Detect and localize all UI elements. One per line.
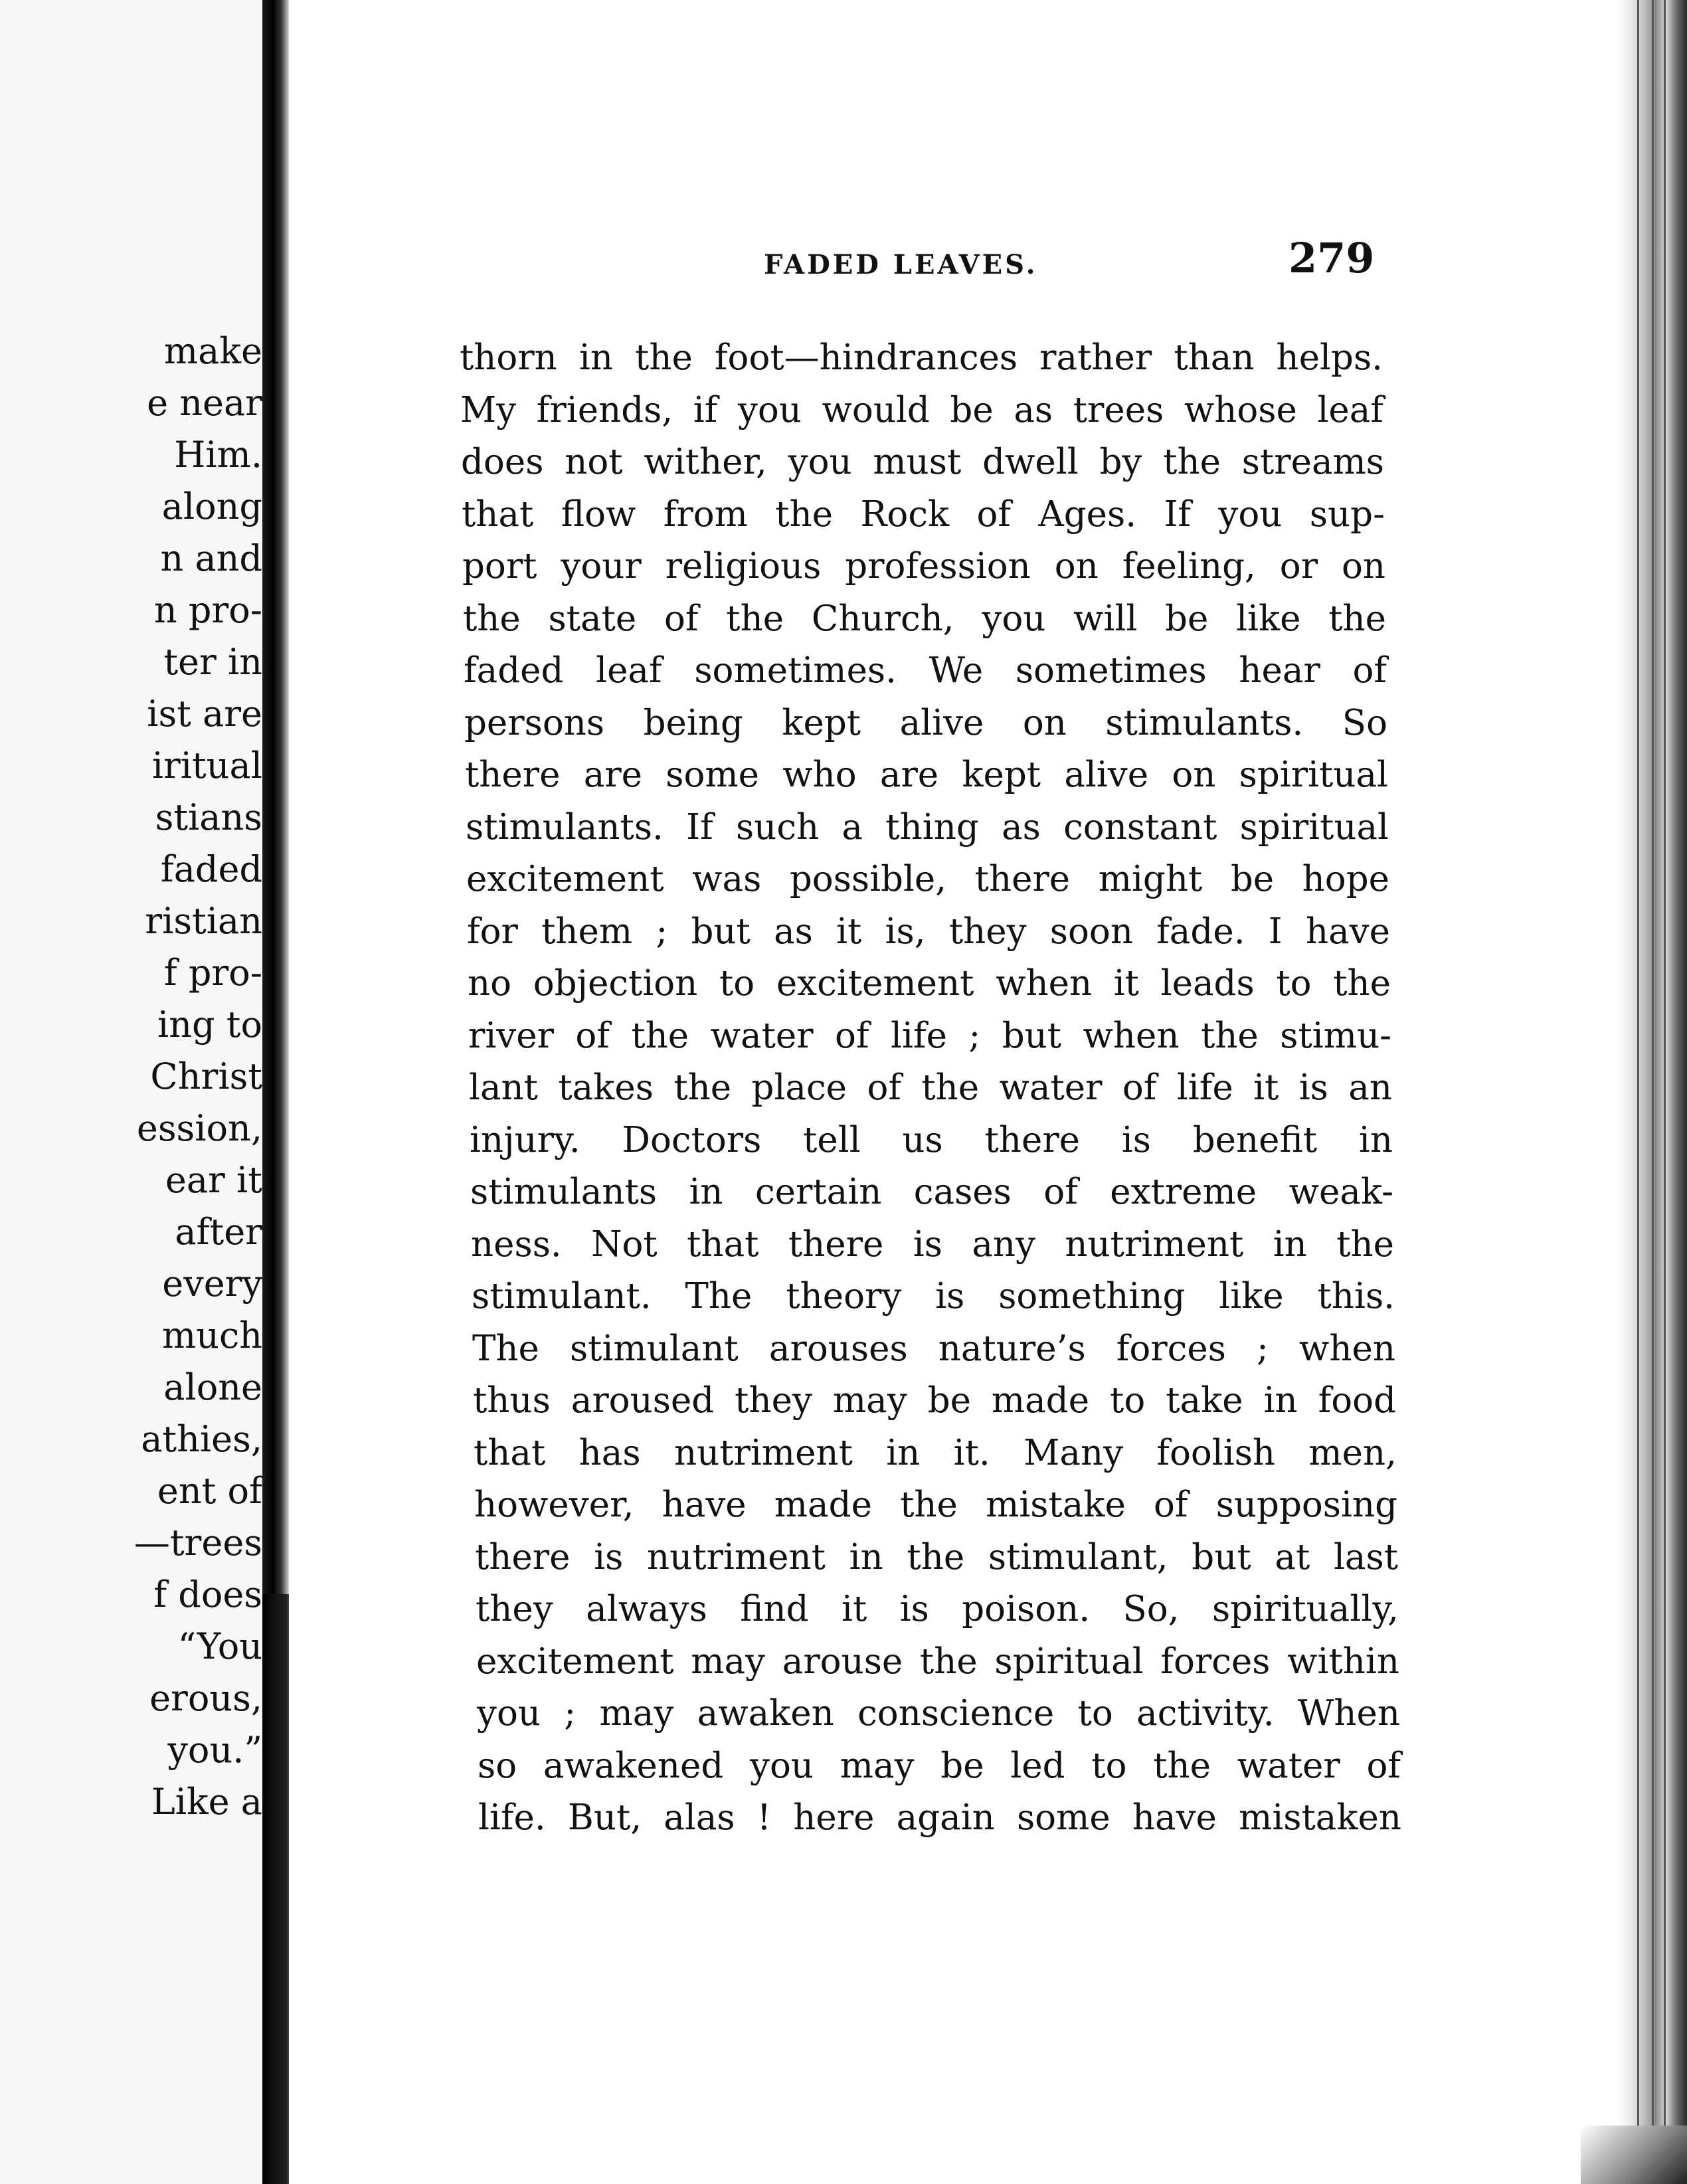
- text-line: they always find it is poison. So, spiritually,: [476, 1589, 1399, 1629]
- text-line: for them ; but as it is, they soon fade. I have: [467, 911, 1390, 952]
- text-line: stimulants. If such a thing as constant spiritual: [466, 806, 1389, 848]
- text-line: there are some who are kept alive on spiritual: [465, 755, 1388, 795]
- previous-page-line: Him.: [174, 434, 262, 476]
- page-edge-line: [1664, 0, 1666, 2184]
- previous-page-line: ear it: [165, 1159, 262, 1201]
- previous-page-line: ristian: [145, 900, 262, 942]
- text-line: so awakened you may be led to the water of: [478, 1745, 1401, 1786]
- text-line: that flow from the Rock of Ages. If you sup-: [462, 494, 1385, 535]
- text-line: that has nutriment in it. Many foolish men,: [474, 1432, 1397, 1473]
- text-line: faded leaf sometimes. We sometimes hear of: [464, 650, 1387, 691]
- text-line: The stimulant arouses nature’s forces ; when: [472, 1328, 1395, 1369]
- previous-page-line: ist are: [147, 693, 262, 735]
- previous-page-line: faded: [160, 848, 262, 890]
- previous-page-line: you.”: [167, 1729, 262, 1771]
- previous-page-line: stians: [155, 796, 262, 838]
- previous-page-line: every: [162, 1263, 262, 1305]
- text-line: stimulant. The theory is something like this.: [472, 1276, 1395, 1317]
- text-line: life. But, alas ! here again some have mistaken: [478, 1797, 1401, 1838]
- previous-page-line: much: [161, 1315, 262, 1356]
- previous-page-line: n and: [160, 537, 262, 579]
- previous-page-line: athies,: [141, 1418, 262, 1460]
- previous-page-line: f does: [153, 1574, 262, 1615]
- running-head: FADED LEAVES.: [764, 249, 1038, 280]
- previous-page-line: Christ: [150, 1055, 262, 1097]
- page-edge-line: [1652, 0, 1654, 2184]
- previous-page-line: ession,: [136, 1107, 262, 1149]
- previous-page-line: e near: [147, 382, 262, 424]
- previous-page-line: erous,: [149, 1677, 262, 1719]
- previous-page-line: along: [161, 486, 262, 527]
- previous-page-line: alone: [163, 1366, 262, 1408]
- previous-page-line: ing to: [157, 1004, 262, 1046]
- page-number: 279: [1288, 234, 1375, 282]
- text-line: no objection to excitement when it leads to the: [468, 963, 1391, 1004]
- previous-page-line: f pro-: [163, 952, 262, 994]
- previous-page-line: after: [175, 1211, 262, 1253]
- page-corner-shadow: [1581, 2126, 1687, 2184]
- previous-page-line: iritual: [151, 745, 262, 786]
- previous-page-line: —trees: [133, 1522, 262, 1564]
- text-line: stimulants in certain cases of extreme weak-: [470, 1172, 1393, 1212]
- previous-page-line: n pro-: [153, 589, 262, 631]
- previous-page-line: ter in: [163, 641, 262, 683]
- text-line: you ; may awaken conscience to activity. When: [477, 1693, 1400, 1734]
- text-line: thorn in the foot—hindrances rather than helps.: [460, 337, 1383, 378]
- text-line: thus aroused they may be made to take in food: [473, 1380, 1396, 1421]
- text-line: lant takes the place of the water of life it is an: [469, 1067, 1392, 1108]
- text-line: injury. Doctors tell us there is benefit in: [470, 1119, 1393, 1160]
- text-line: the state of the Church, you will be like the: [463, 598, 1386, 639]
- previous-page-fragment: [0, 0, 262, 2184]
- previous-page-line: “You: [177, 1625, 262, 1667]
- text-line: My friends, if you would be as trees whose leaf: [460, 389, 1383, 430]
- text-line: river of the water of life ; but when the stimu-: [468, 1015, 1391, 1056]
- text-line: there is nutriment in the stimulant, but at last: [475, 1536, 1398, 1578]
- previous-page-line: make: [163, 330, 262, 372]
- previous-page-text: [0, 325, 262, 1828]
- page-body-text: [460, 332, 1401, 1845]
- page-edges: [1617, 0, 1687, 2184]
- text-line: port your religious profession on feeling, or on: [462, 546, 1385, 587]
- text-line: however, have made the mistake of supposing: [474, 1485, 1397, 1525]
- text-line: persons being kept alive on stimulants. So: [464, 702, 1387, 743]
- page-edge-line: [1637, 0, 1639, 2184]
- text-line: excitement was possible, there might be hope: [466, 859, 1389, 899]
- text-line: does not wither, you must dwell by the streams: [461, 442, 1384, 482]
- text-line: excitement may arouse the spiritual forces within: [476, 1641, 1399, 1682]
- previous-page-line: ent of: [157, 1470, 262, 1512]
- previous-page-line: Like a: [151, 1781, 262, 1823]
- text-line: ness. Not that there is any nutriment in the: [471, 1224, 1394, 1265]
